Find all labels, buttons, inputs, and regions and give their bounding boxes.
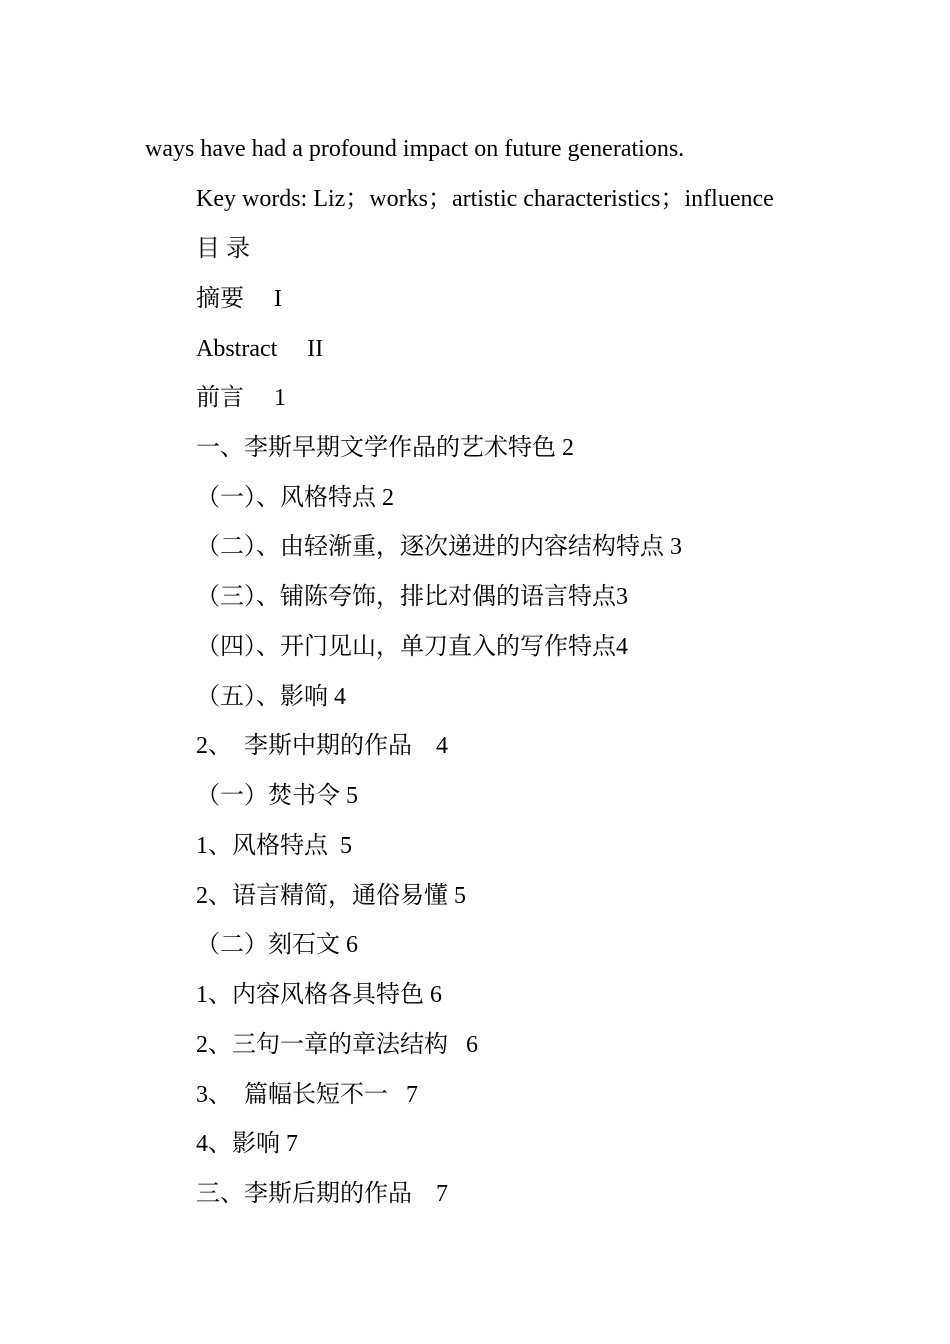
toc-entry: Abstract II (196, 336, 324, 362)
keywords-line: Key words: Liz；works；artistic characteristics；influence (196, 186, 774, 212)
toc-entry: （二）、由轻渐重，逐次递进的内容结构特点 3 (196, 534, 682, 560)
toc-entry: 2、语言精简，通俗易懂 5 (196, 883, 466, 909)
toc-entry: 2、 李斯中期的作品 4 (196, 733, 448, 759)
toc-entry: （三）、铺陈夸饰，排比对偶的语言特点3 (196, 584, 628, 610)
toc-entry: 摘要 I (196, 286, 282, 312)
toc-entry: 前言 1 (196, 385, 286, 411)
toc-entry: 2、三句一章的章法结构 6 (196, 1032, 478, 1058)
abstract-continuation: ways have had a profound impact on future generations. (145, 136, 685, 162)
toc-entry: （一）焚书令 5 (196, 783, 358, 809)
toc-entry: 4、影响 7 (196, 1131, 298, 1157)
toc-entry: 1、内容风格各具特色 6 (196, 982, 442, 1008)
toc-entry: （五）、影响 4 (196, 684, 346, 710)
toc-entry: 1、风格特点 5 (196, 833, 352, 859)
toc-title: 目 录 (196, 236, 250, 262)
toc-entry: （二）刻石文 6 (196, 932, 358, 958)
toc-entry: （一）、风格特点 2 (196, 485, 394, 511)
toc-entry: 一、李斯早期文学作品的艺术特色 2 (196, 435, 574, 461)
toc-entry: 3、 篇幅长短不一 7 (196, 1082, 418, 1108)
toc-entry: （四）、开门见山，单刀直入的写作特点4 (196, 634, 628, 660)
toc-entry: 三、李斯后期的作品 7 (196, 1181, 448, 1207)
